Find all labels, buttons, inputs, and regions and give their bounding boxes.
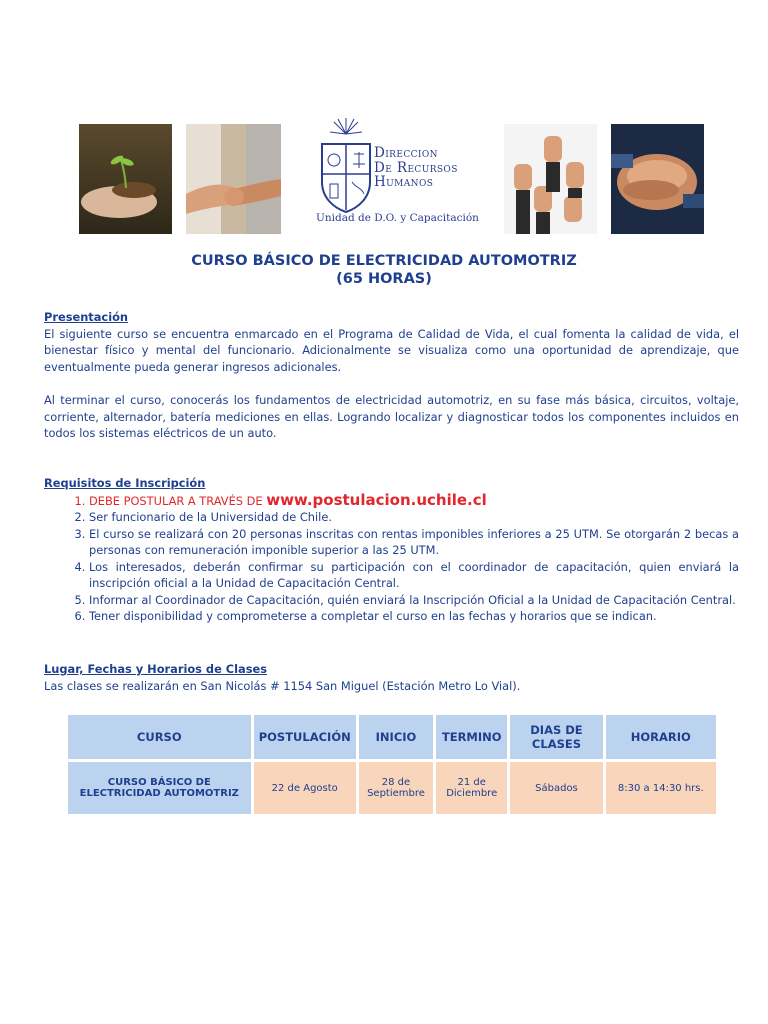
requisito-item-2: 2. Ser funcionario de la Universidad de Chile. — [89, 509, 739, 526]
cell-termino: 21 de Diciembre — [436, 762, 507, 814]
cell-horario: 8:30 a 14:30 hrs. — [606, 762, 716, 814]
header-horario: HORARIO — [606, 715, 716, 759]
header-banner — [79, 124, 704, 234]
lugar-heading: Lugar, Fechas y Horarios de Clases — [44, 662, 268, 676]
cell-inicio: 28 de Septiembre — [359, 762, 433, 814]
stacked-hands-photo — [611, 124, 704, 234]
logo-line-1: Direccion — [374, 145, 438, 161]
presentacion-section — [44, 309, 739, 375]
requisito-item-3: 3. El curso se realizará con 20 personas inscritas con rentas imponibles inferiores a 25 UTM. Se otorgarán 2 becas a personas con remuneración imponible superior a las 25 UTM. — [89, 526, 739, 559]
lugar-text: Las clases se realizarán en San Nicolás # 1154 San Miguel (Estación Metro Lo Vial). — [44, 678, 521, 693]
requisito-item-6: 6. Tener disponibilidad y comprometerse a completar el curso en las fechas y horarios que se indican. — [89, 608, 739, 625]
lugar-section — [44, 661, 739, 694]
logo-line-3: Humanos — [374, 174, 434, 190]
requisitos-heading: Requisitos de Inscripción — [44, 476, 206, 490]
logo-wordmark — [374, 146, 458, 190]
handshake-photo — [186, 124, 281, 234]
header-postulacion: POSTULACIÓN — [254, 715, 356, 759]
presentacion-paragraph-2: Al terminar el curso, conocerás los fundamentos de electricidad automotriz, en su fase más básica, circuitos, voltaje, corriente, alternador, batería mediciones en ellas. Logrando localizar y diagnosticar todos los componentes incluidos en todos los sistemas eléctricos de un auto. — [44, 393, 739, 440]
cell-postulacion: 22 de Agosto — [254, 762, 356, 814]
postulacion-link[interactable]: www.postulacion.uchile.cl — [266, 490, 487, 509]
cell-curso: CURSO BÁSICO DE ELECTRICIDAD AUTOMOTRIZ — [68, 762, 251, 814]
course-title-line-2: (65 HORAS) — [336, 271, 432, 287]
logo-subtitle: Unidad de D.O. y Capacitación — [316, 212, 479, 224]
cell-dias-de-clases: Sábados — [510, 762, 602, 814]
requisitos-section — [44, 475, 739, 625]
header-dias-de-clases: DIAS DE CLASES — [510, 715, 602, 759]
requisito-item-1-text: DEBE POSTULAR A TRAVÉS DE — [89, 493, 267, 508]
header-curso: CURSO — [68, 715, 251, 759]
requisitos-list — [44, 492, 739, 625]
presentacion-paragraph-1: El siguiente curso se encuentra enmarcado en el Programa de Calidad de Vida, el cual fomenta la calidad de vida, el bienestar físico y mental del funcionario. Adicionalmente se visualiza como una oportunidad de aprendizaje, que eventualmente pueda generar ingresos adicionales. — [44, 326, 739, 374]
header-termino: TERMINO — [436, 715, 507, 759]
requisito-item-5: 5. Informar al Coordinador de Capacitación, quién enviará la Inscripción Oficial a la Unidad de Capacitación Central. — [89, 592, 739, 609]
requisito-item-1 — [89, 492, 739, 510]
presentacion-heading: Presentación — [44, 310, 129, 324]
shield-emblem-icon — [316, 116, 376, 216]
logo-line-2: De Recursos — [374, 159, 458, 176]
university-logo — [316, 116, 494, 234]
plant-in-hands-photo — [79, 124, 172, 234]
requisito-item-4: 4. Los interesados, deberán confirmar su participación con el coordinador de capacitación, quien enviará la inscripción oficial a la Unidad de Capacitación Central. — [89, 559, 739, 592]
course-title — [0, 252, 768, 288]
thumbs-up-photo — [504, 124, 597, 234]
table-header-row — [68, 715, 716, 759]
header-inicio: INICIO — [359, 715, 433, 759]
schedule-table — [65, 712, 719, 817]
table-row — [68, 762, 716, 814]
course-title-line-1: CURSO BÁSICO DE ELECTRICIDAD AUTOMOTRIZ — [191, 253, 577, 269]
